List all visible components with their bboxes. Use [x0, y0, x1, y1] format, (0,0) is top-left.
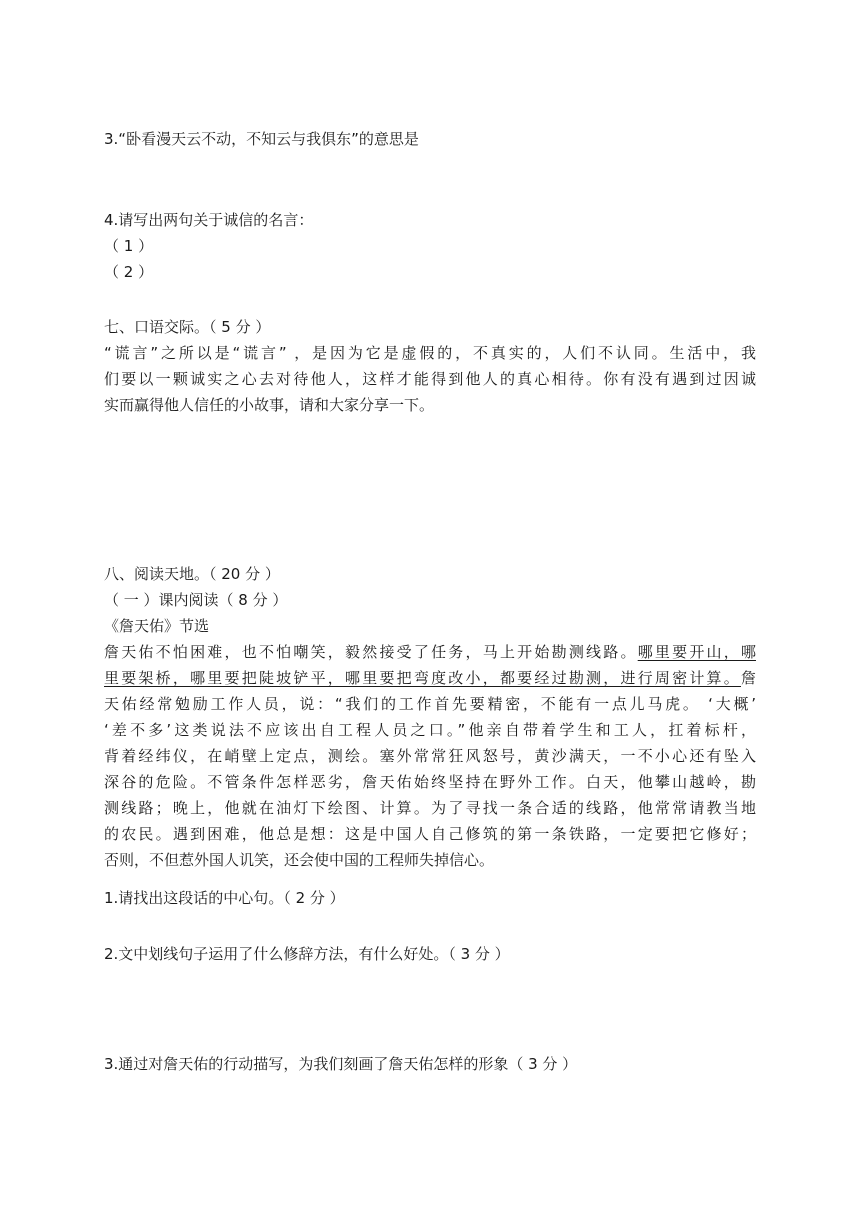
reading-question-3: 3.通过对詹天佑的行动描写，为我们刻画了詹天佑怎样的形象（ 3 分 ）: [104, 1055, 578, 1073]
passage-text: 詹天佑不怕困难，也不怕嘲笑，毅然接受了任务，马上开始勘测线路。: [104, 643, 638, 661]
passage-text: 詹: [740, 669, 756, 687]
section-8-subheading: （ 一 ）课内阅读（ 8 分 ）: [104, 591, 288, 609]
reading-question-1: 1.请找出这段话的中心句。（ 2 分 ）: [104, 889, 345, 907]
section-7-line-1: “谎言”之所以是“谎言” ，是因为它是虚假的，不真实的，人们不认同。生活中，我: [104, 344, 756, 362]
passage-line-4: ‘差不多’这类说法不应该出自工程人员之口。”他亲自带着学生和工人，扛着标杆，: [104, 721, 756, 739]
passage-line-3: 天佑经常勉励工作人员，说：“我们的工作首先要精密，不能有一点儿马虎。 ‘大概’: [104, 695, 756, 713]
passage-paragraph: [104, 639, 756, 873]
question-4-title: 4.请写出两句关于诚信的名言：: [104, 211, 314, 229]
passage-line-7: 测线路；晚上，他就在油灯下绘图、计算。为了寻找一条合适的线路，他常常请教当地: [104, 799, 756, 817]
passage-line-8: 的农民。遇到困难，他总是想：这是中国人自己修筑的第一条铁路，一定要把它修好；: [104, 825, 756, 843]
underlined-sentence-start: 哪里要开山，哪: [637, 643, 756, 661]
passage-line-6: 深谷的危险。不管条件怎样恶劣，詹天佑始终坚持在野外工作。白天，他攀山越岭，勘: [104, 773, 756, 791]
passage-line-2: [104, 665, 756, 691]
section-7-heading: 七、口语交际。（ 5 分 ）: [104, 318, 271, 336]
question-3-poem: 3.“卧看漫天云不动，不知云与我俱东”的意思是: [104, 130, 419, 148]
reading-question-2: 2.文中划线句子运用了什么修辞方法，有什么好处。（ 3 分 ）: [104, 945, 510, 963]
question-4-item-1: （ 1 ）: [104, 237, 154, 255]
passage-line-5: 背着经纬仪，在峭壁上定点，测绘。塞外常常狂风怒号，黄沙满天，一不小心还有坠入: [104, 747, 756, 765]
section-8-heading: 八、阅读天地。（ 20 分 ）: [104, 565, 280, 583]
section-7-line-3: 实而赢得他人信任的小故事，请和大家分享一下。: [104, 396, 435, 414]
section-7-paragraph: [104, 340, 756, 418]
underlined-sentence-end: 里要架桥，哪里要把陡坡铲平，哪里要把弯度改小，都要经过勘测，进行周密计算。: [104, 669, 741, 687]
passage-line-9: 否则，不但惹外国人讥笑，还会使中国的工程师失掉信心。: [104, 851, 495, 869]
section-7-line-2: 们要以一颗诚实之心去对待他人，这样才能得到他人的真心相待。你有没有遇到过因诚: [104, 370, 756, 388]
passage-title: 《詹天佑》节选: [104, 617, 210, 635]
passage-line-1: [104, 639, 756, 665]
question-4-item-2: （ 2 ）: [104, 263, 154, 281]
